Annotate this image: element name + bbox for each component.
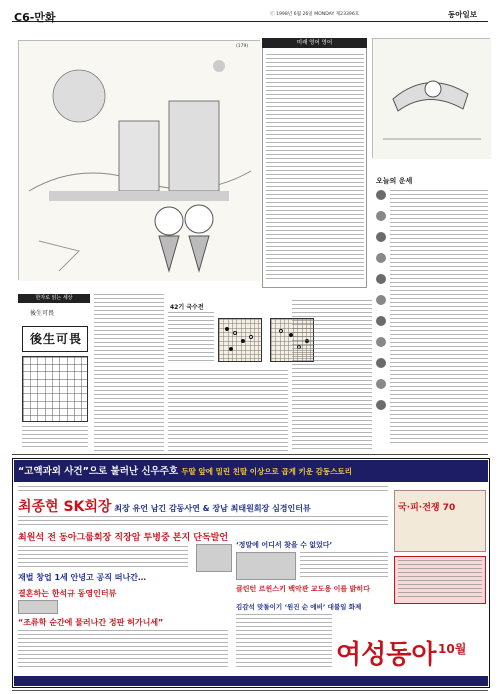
ad-feature-4: 결혼하는 한석규 동영인터뷰 <box>18 589 117 598</box>
horoscope-icons <box>376 190 388 446</box>
ad-promo-text <box>398 560 482 600</box>
ad-headline: “고액과외 사건”으로 불러난 신우주호 두딸 앞에 밀린 친딸 이상으로 곱게 키운 감동스토리 <box>18 466 352 477</box>
english-text-block <box>266 54 364 282</box>
baduk-info <box>168 312 214 362</box>
ad-mid-3: 김감석 맞돌이기 ‘원진 순 에비’ 대불일 화제 <box>236 603 362 611</box>
horoscope-body <box>390 190 488 446</box>
ad-mid-1-sub <box>300 552 388 580</box>
page-number: C6-만화 <box>14 11 56 24</box>
ad-subtext <box>18 486 388 494</box>
baduk-title: 42기 국수전 <box>170 304 204 311</box>
ad-cover-text: 국·피·전쟁 70 <box>398 503 456 513</box>
hanja-phrase-top: 後生可畏 <box>30 310 55 317</box>
ad-photo-2 <box>18 600 58 614</box>
zodiac-icon <box>376 379 386 389</box>
ad-issue-month: 10월 <box>438 642 467 656</box>
ad-feature-5-sub <box>18 630 228 670</box>
ad-mid-3-sub <box>236 614 332 670</box>
zodiac-icon <box>376 295 386 305</box>
newspaper-title: 동아일보 <box>448 10 477 19</box>
page-header <box>12 8 488 22</box>
zodiac-icon <box>376 400 386 410</box>
ad-feature-2: 최원석 전 동아그룹회장 직장암 투병중 본지 단독발언 <box>18 533 229 543</box>
ad-mid-1: ‘정말에 어디서 찾을 수 없었다’ <box>236 541 333 549</box>
ad-bottom-bar <box>14 676 488 686</box>
baduk-board-1 <box>218 318 262 362</box>
ad-photo-1 <box>196 544 232 572</box>
issue-date: ⓒ 1998년 6월 26일 MONDAY 제23396호 <box>270 12 360 17</box>
ad-feature-1: 최종현 SK회장 최장 유언 남긴 감동사연 & 장남 최태원회장 심경인터뷰 <box>18 499 311 515</box>
cartoon2-panel <box>372 38 490 158</box>
hanja-phrase-main: 後生可畏 <box>30 332 83 346</box>
article-column-2 <box>168 370 288 452</box>
section-divider <box>12 454 488 455</box>
ad-feature-3: 재벌 창업 1세 안녕고 공직 떠나간… <box>18 573 146 582</box>
cartoon-illustration <box>19 41 261 281</box>
ad-feature-1-sub <box>18 516 388 526</box>
cartoon-panel <box>18 40 260 280</box>
ad-brand-logo: 여성동아 <box>336 640 437 670</box>
zodiac-icon <box>376 358 386 368</box>
page-footer-line <box>12 690 488 691</box>
hanja-heading: 한자로 읽는 세상 <box>18 294 90 303</box>
ad-feature-2-sub <box>18 546 188 568</box>
article-column-1 <box>94 294 164 452</box>
english-lesson-heading: 미래 영어 영어 <box>262 38 367 48</box>
cartoon-strip-label: (179) <box>236 44 249 49</box>
horoscope-title: 오늘의 운세 <box>376 177 413 185</box>
zodiac-icon <box>376 274 386 284</box>
ad-feature-5: “조류학 순간에 물러나간 정판 허가니세” <box>18 618 164 627</box>
hanja-practice-grid <box>22 356 88 422</box>
article-column-3 <box>292 300 372 452</box>
ad-photo-3 <box>236 552 296 580</box>
hanja-notes <box>22 426 88 450</box>
zodiac-icon <box>376 316 386 326</box>
zodiac-icon <box>376 232 386 242</box>
zodiac-icon <box>376 211 386 221</box>
zodiac-icon <box>376 253 386 263</box>
zodiac-icon <box>376 337 386 347</box>
ad-mid-2: 클린턴 르윈스키 백악관 교도용 이를 밝히다 <box>236 585 370 593</box>
zodiac-icon <box>376 190 386 200</box>
cartoon2-illustration <box>373 39 491 159</box>
